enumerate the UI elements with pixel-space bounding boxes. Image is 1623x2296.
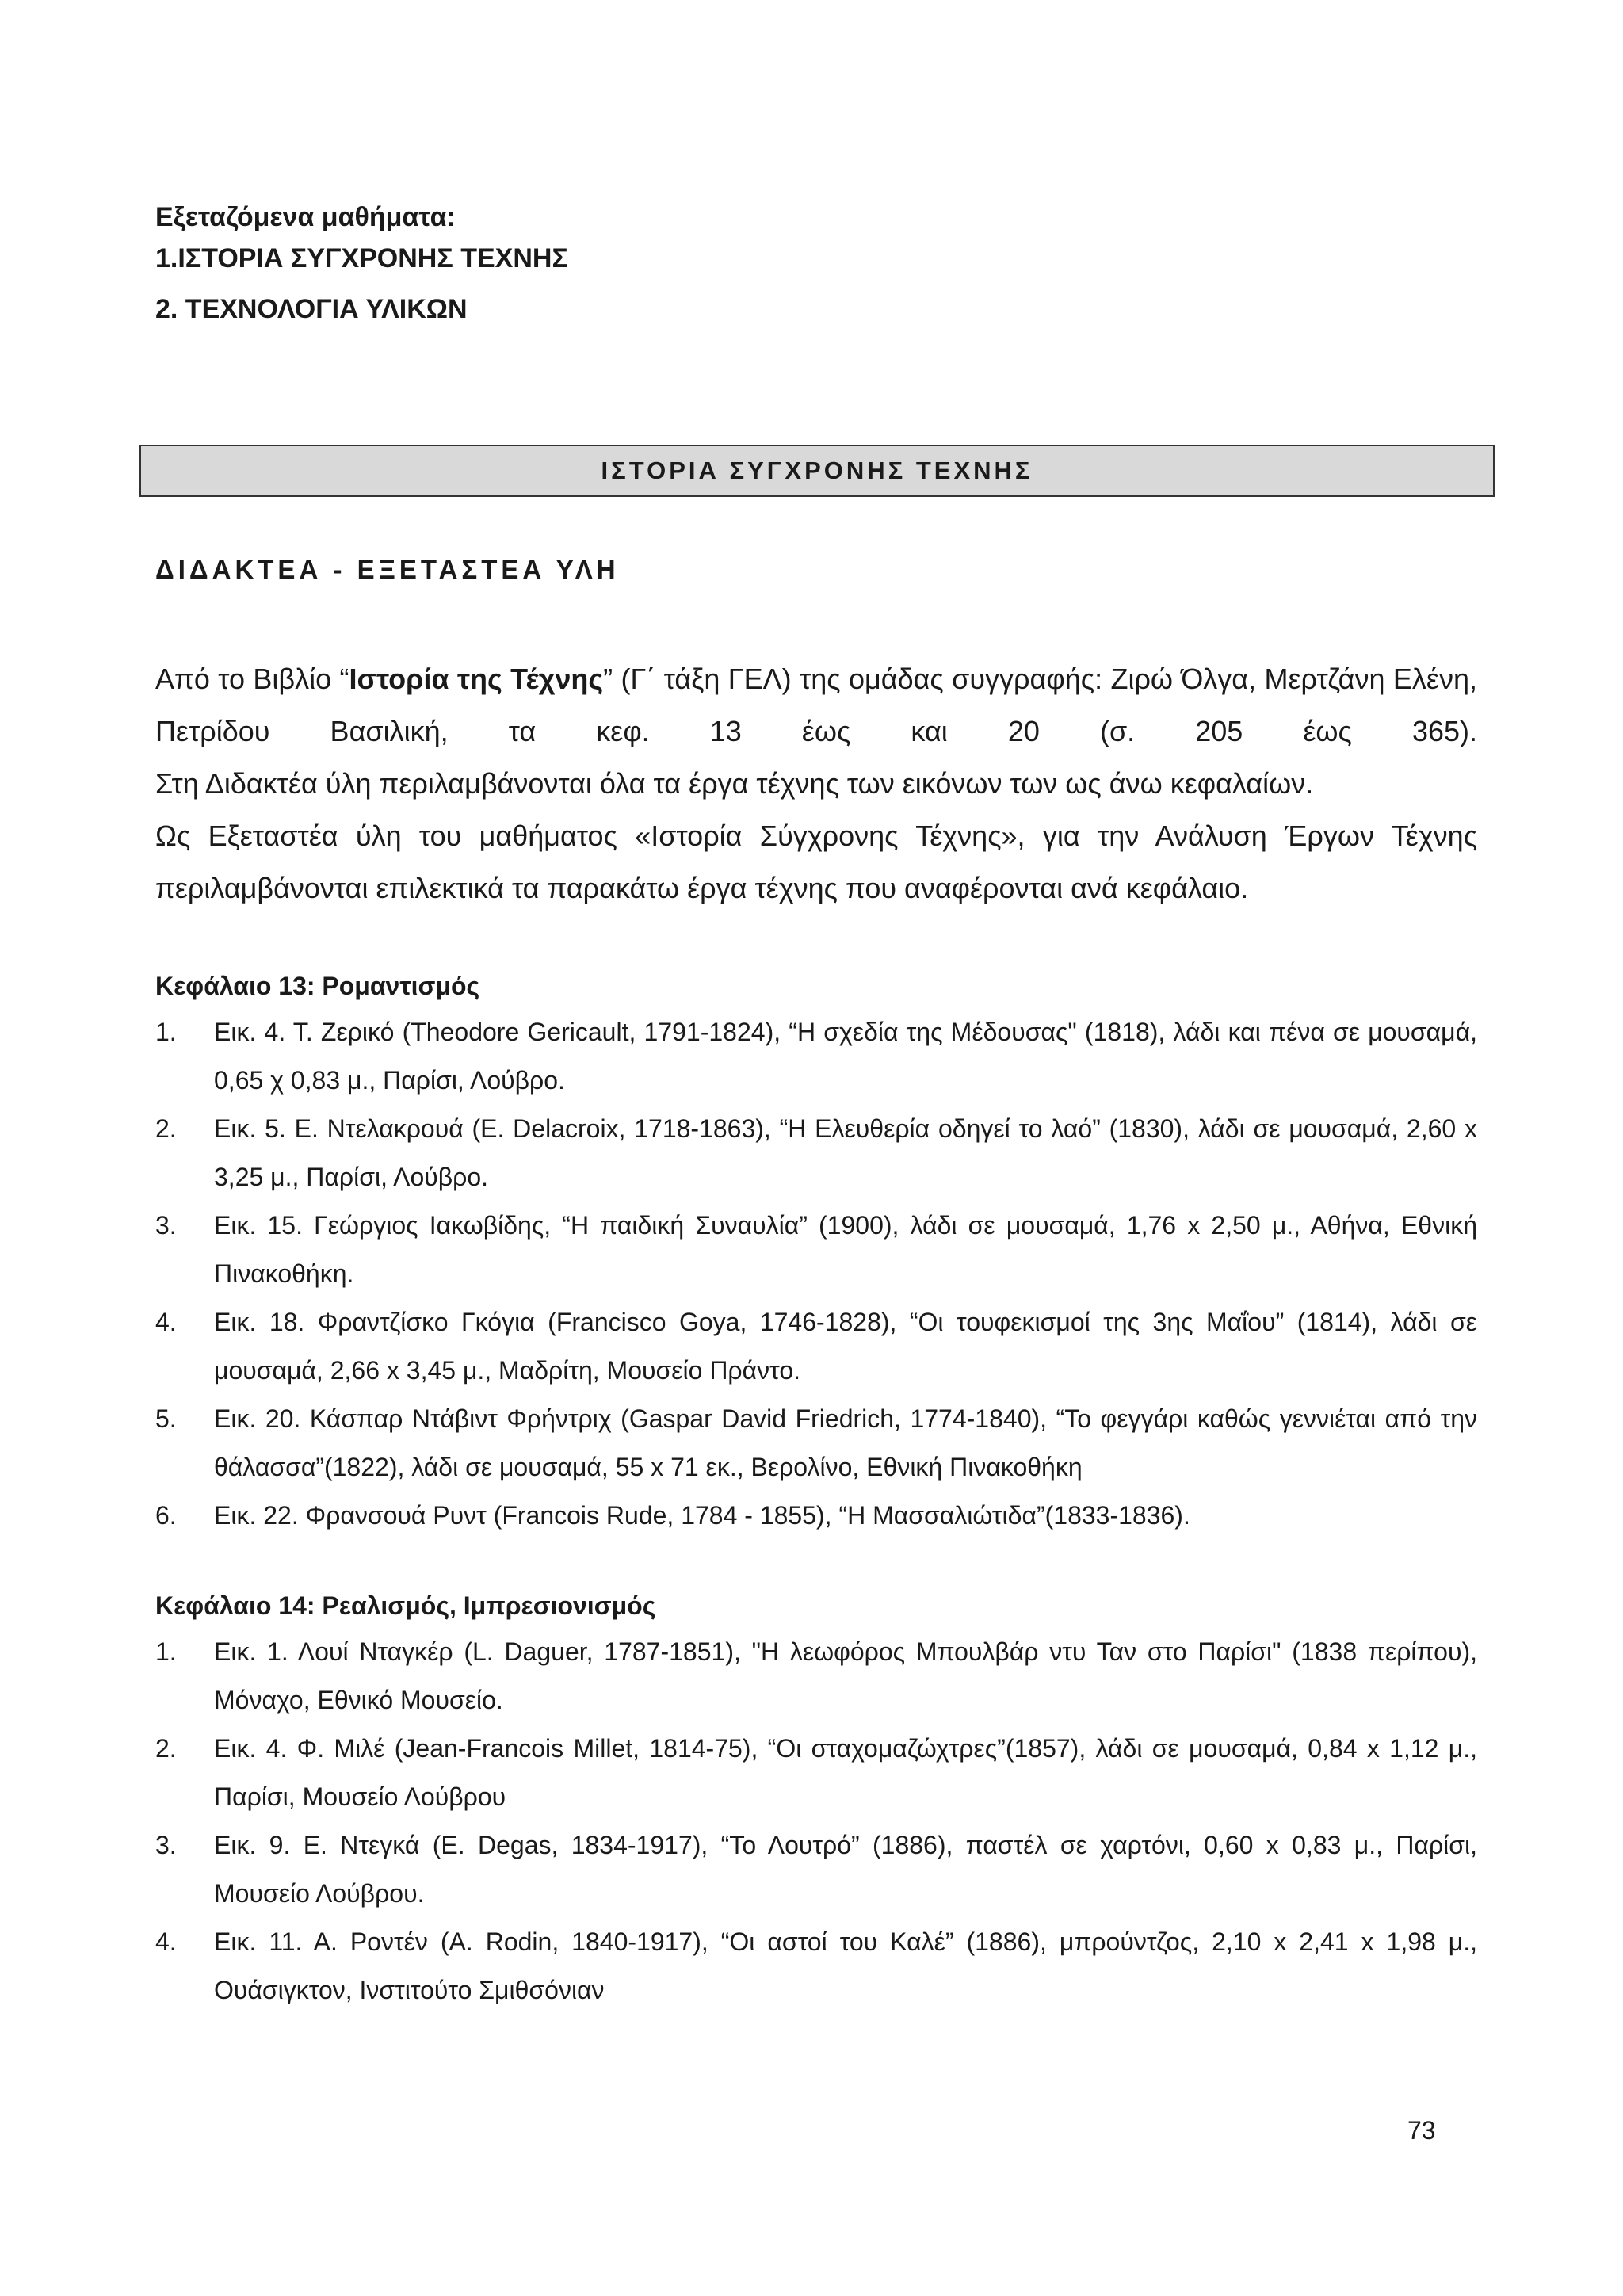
item-number: 4. xyxy=(155,1308,177,1336)
item-text: Εικ. 1. Λουί Νταγκέρ (L. Daguer, 1787-1851), "Η λεωφόρος Μπουλβάρ ντυ Ταν στο Παρίσι" (1838 περίπου), Μόναχο, Εθνικό Μουσείο. xyxy=(214,1637,1477,1714)
item-text: Εικ. 11. Α. Ροντέν (A. Rodin, 1840-1917), “Οι αστοί του Καλέ” (1886), μπρούντζος, 2,10 x 2,41 x 1,98 μ., Ουάσιγκτον, Ινστιτούτο Σμιθσόνιαν xyxy=(214,1927,1477,2004)
chapter-title: Κεφάλαιο 13: Ρομαντισμός xyxy=(155,972,480,1000)
list-item xyxy=(155,1395,1477,1492)
chapter-14 xyxy=(155,1588,1477,2015)
list-item xyxy=(155,1008,1477,1105)
intro-text xyxy=(155,653,1477,915)
intro-p1-pre: Από το Βιβλίο “ xyxy=(155,663,349,695)
intro-paragraph-2: Στη Διδακτέα ύλη περιλαμβάνονται όλα τα έργα τέχνης των εικόνων των ως άνω κεφαλαίων. xyxy=(155,767,1314,800)
item-number: 6. xyxy=(155,1501,177,1530)
artwork-list xyxy=(155,1628,1477,2015)
list-item xyxy=(155,1201,1477,1298)
item-text: Εικ. 18. Φραντζίσκο Γκόγια (Francisco Goya, 1746-1828), “Οι τουφεκισμοί της 3ης Μαΐου” (1814), λάδι σε μουσαμά, 2,66 x 3,45 μ., Μαδρίτη, Μουσείο Πράντο. xyxy=(214,1308,1477,1385)
intro-paragraph-3: Ως Εξεταστέα ύλη του μαθήματος «Ιστορία Σύγχρονης Τέχνης», για την Ανάλυση Έργων Τέχνης περιλαμβάνονται επιλεκτικά τα παρακάτω έργα τέχνης που αναφέρονται ανά κεφάλαιο. xyxy=(155,819,1477,904)
book-title: Ιστορία της Τέχνης xyxy=(349,663,604,695)
intro-paragraph-1 xyxy=(155,653,1477,758)
item-number: 1. xyxy=(155,1018,177,1046)
banner-title: ΙΣΤΟΡΙΑ ΣΥΓΧΡΟΝΗΣ ΤΕΧΝΗΣ xyxy=(601,457,1033,484)
list-item xyxy=(155,1298,1477,1395)
list-item xyxy=(155,1725,1477,1821)
subjects-title: Εξεταζόμενα μαθήματα: xyxy=(155,202,456,232)
section-banner xyxy=(139,445,1495,497)
item-number: 2. xyxy=(155,1114,177,1143)
syllabus-heading: ΔΙΔΑΚΤΕΑ - ΕΞΕΤΑΣΤΕΑ ΥΛΗ xyxy=(155,555,620,584)
item-text: Εικ. 4. Τ. Ζερικό (Theodore Gericault, 1791-1824), “Η σχεδία της Μέδουσας" (1818), λάδι και πένα σε μουσαμά, 0,65 χ 0,83 μ., Παρίσι, Λούβρο. xyxy=(214,1018,1477,1095)
intro-p1-post: ” (Γ΄ τάξη ΓΕΛ) της ομάδας συγγραφής: Ζιρώ Όλγα, Μερτζάνη Ελένη, Πετρίδου Βασιλική, τα κεφ. 13 έως και 20 (σ. 205 έως 365). xyxy=(155,663,1477,747)
item-text: Εικ. 9. Ε. Ντεγκά (E. Degas, 1834-1917), “Το Λουτρό” (1886), παστέλ σε χαρτόνι, 0,60 x 0,83 μ., Παρίσι, Μουσείο Λούβρου. xyxy=(214,1831,1477,1908)
item-number: 1. xyxy=(155,1637,177,1666)
item-text: Εικ. 5. Ε. Ντελακρουά (E. Delacroix, 1718-1863), “Η Ελευθερία οδηγεί το λαό” (1830), λάδι σε μουσαμά, 2,60 x 3,25 μ., Παρίσι, Λούβρο. xyxy=(214,1114,1477,1191)
list-item xyxy=(155,1821,1477,1918)
item-number: 3. xyxy=(155,1211,177,1240)
subject-1: 1.ΙΣΤΟΡΙΑ ΣΥΓΧΡΟΝΗΣ ΤΕΧΝΗΣ xyxy=(155,243,568,273)
item-text: Εικ. 22. Φρανσουά Ρυντ (Francois Rude, 1784 - 1855), “Η Μασσαλιώτιδα”(1833-1836). xyxy=(214,1501,1190,1530)
item-number: 3. xyxy=(155,1831,177,1859)
item-number: 4. xyxy=(155,1927,177,1956)
item-text: Εικ. 15. Γεώργιος Ιακωβίδης, “Η παιδική Συναυλία” (1900), λάδι σε μουσαμά, 1,76 x 2,50 μ., Αθήνα, Εθνική Πινακοθήκη. xyxy=(214,1211,1477,1288)
item-number: 5. xyxy=(155,1404,177,1433)
subject-2: 2. ΤΕΧΝΟΛΟΓΙΑ ΥΛΙΚΩΝ xyxy=(155,294,468,324)
examined-subjects xyxy=(155,197,568,330)
list-item xyxy=(155,1918,1477,2015)
chapter-title: Κεφάλαιο 14: Ρεαλισμός, Ιμπρεσιονισμός xyxy=(155,1591,656,1620)
list-item xyxy=(155,1105,1477,1201)
page-number: 73 xyxy=(1407,2116,1436,2145)
list-item xyxy=(155,1492,1477,1540)
chapter-13 xyxy=(155,968,1477,1540)
item-text: Εικ. 20. Κάσπαρ Ντάβιντ Φρήντριχ (Gaspar David Friedrich, 1774-1840), “Το φεγγάρι καθώς γεννιέται από την θάλασσα”(1822), λάδι σε μουσαμά, 55 x 71 εκ., Βερολίνο, Εθνική Πινακοθήκη xyxy=(214,1404,1477,1481)
list-item xyxy=(155,1628,1477,1725)
item-text: Εικ. 4. Φ. Μιλέ (Jean-Francois Millet, 1814-75), “Οι σταχομαζώχτρες”(1857), λάδι σε μουσαμά, 0,84 x 1,12 μ., Παρίσι, Μουσείο Λούβρου xyxy=(214,1734,1477,1811)
item-number: 2. xyxy=(155,1734,177,1763)
artwork-list xyxy=(155,1008,1477,1540)
